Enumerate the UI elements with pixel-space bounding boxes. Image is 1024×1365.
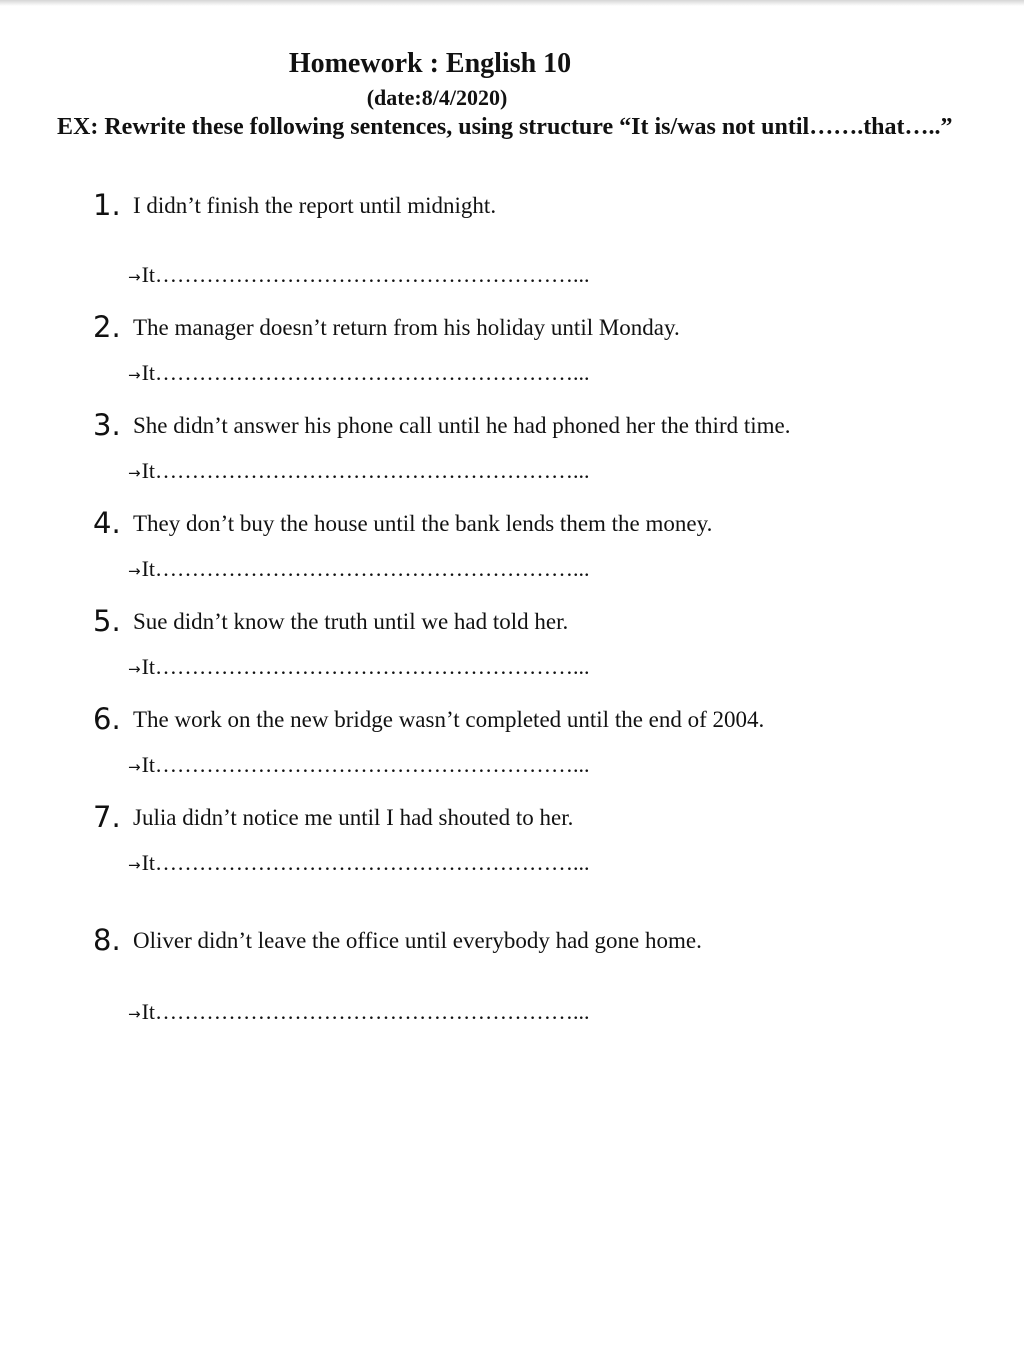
- answer-prompt: It…………………………………………………...: [141, 999, 590, 1024]
- item-sentence: Oliver didn’t leave the office until everybody had gone home.: [133, 928, 702, 953]
- item-sentence: Sue didn’t know the truth until we had told her.: [133, 609, 569, 634]
- item-number: 7.: [93, 800, 121, 834]
- right-arrow-icon: →: [128, 268, 141, 286]
- page-title: Homework : English 10: [288, 48, 572, 79]
- item-sentence: The work on the new bridge wasn’t completed until the end of 2004.: [133, 707, 765, 732]
- answer-prompt: It…………………………………………………...: [141, 360, 590, 385]
- top-edge-shadow: [0, 0, 1024, 6]
- right-arrow-icon: →: [128, 758, 141, 776]
- item-sentence: The manager doesn’t return from his holiday until Monday.: [133, 315, 680, 340]
- item-sentence: They don’t buy the house until the bank lends them the money.: [133, 511, 713, 536]
- homework-date: (date:8/4/2020): [366, 85, 508, 110]
- right-arrow-icon: →: [128, 856, 141, 874]
- item-number: 2.: [93, 310, 121, 344]
- item-sentence: She didn’t answer his phone call until he had phoned her the third time.: [133, 413, 791, 438]
- item-sentence: I didn’t finish the report until midnight.: [133, 193, 497, 218]
- right-arrow-icon: →: [128, 1005, 141, 1023]
- answer-line: [128, 458, 590, 486]
- answer-prompt: It…………………………………………………...: [141, 262, 590, 287]
- answer-line: [128, 752, 590, 780]
- right-arrow-icon: →: [128, 660, 141, 678]
- answer-line: [128, 360, 590, 388]
- item-number: 4.: [93, 506, 121, 540]
- answer-line: [128, 999, 590, 1027]
- answer-prompt: It…………………………………………………...: [141, 458, 590, 483]
- right-arrow-icon: →: [128, 366, 141, 384]
- item-number: 5.: [93, 604, 121, 638]
- item-number: 6.: [93, 702, 121, 736]
- right-arrow-icon: →: [128, 562, 141, 580]
- answer-prompt: It…………………………………………………...: [141, 850, 590, 875]
- right-arrow-icon: →: [128, 464, 141, 482]
- exercise-instruction: EX: Rewrite these following sentences, using structure “It is/was not until…….that…..”: [57, 114, 953, 140]
- answer-line: [128, 850, 590, 878]
- item-number: 3.: [93, 408, 121, 442]
- answer-prompt: It…………………………………………………...: [141, 654, 590, 679]
- answer-prompt: It…………………………………………………...: [141, 556, 590, 581]
- answer-line: [128, 262, 590, 290]
- item-number: 8.: [93, 923, 121, 957]
- answer-prompt: It…………………………………………………...: [141, 752, 590, 777]
- item-sentence: Julia didn’t notice me until I had shouted to her.: [133, 805, 574, 830]
- answer-line: [128, 654, 590, 682]
- item-number: 1.: [93, 188, 121, 222]
- answer-line: [128, 556, 590, 584]
